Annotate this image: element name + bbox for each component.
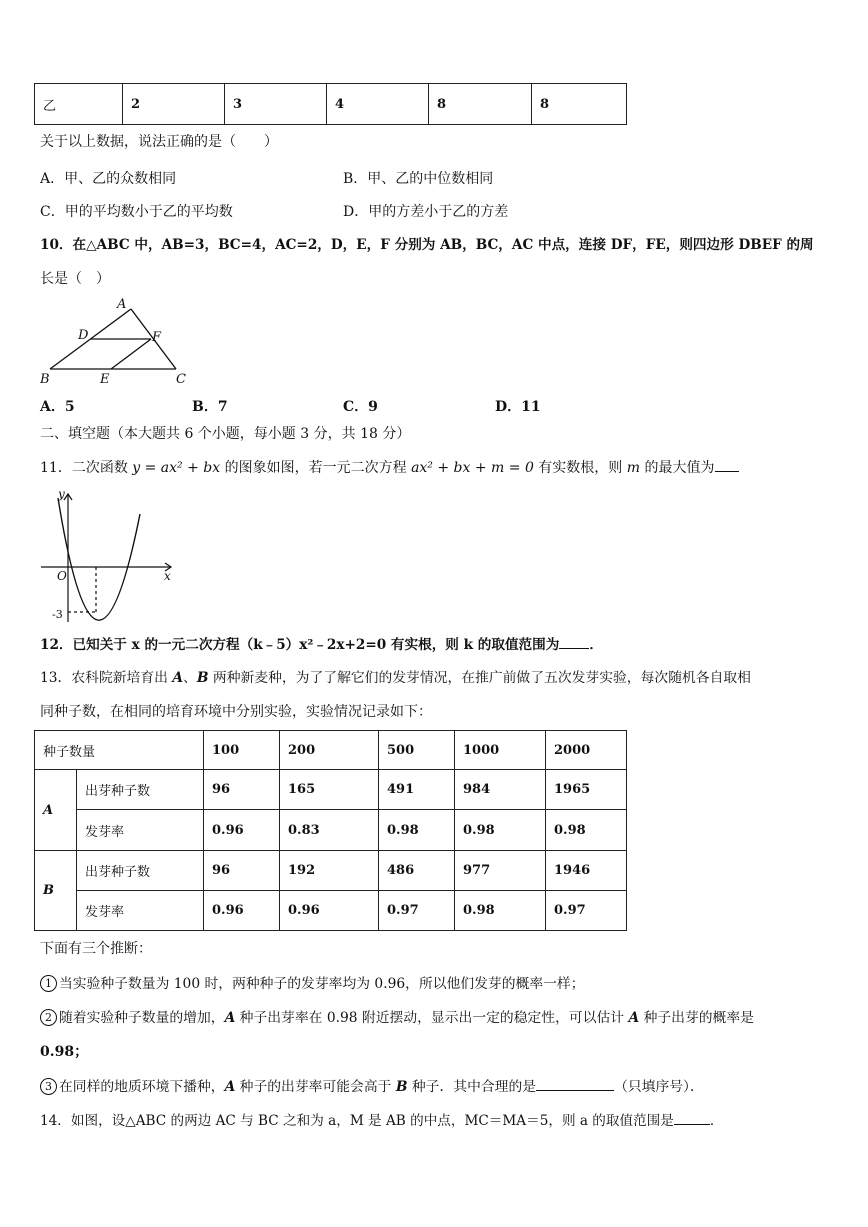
y-axis-label: y [58,487,65,501]
inference-text: 种子出芽的概率是 [639,1010,754,1026]
q11-text-4: 的最大值为 [640,460,715,476]
label-b: B [40,372,50,387]
germination-table [34,730,627,931]
inference-text: （只填序号）． [614,1079,704,1095]
table-cell: 0.96 [280,891,379,931]
table-row [35,851,627,891]
q11-parabola-graph [36,484,186,626]
table-cell: 3 [225,84,327,125]
q13-var-b: B [196,670,209,686]
table-cell: 0.96 [204,810,280,851]
q14-text: 14．如图，设△ABC 的两边 AC 与 BC 之和为 a，M 是 AB 的中点，MC＝MA＝5，则 a 的取值范围是 [40,1113,674,1129]
table-cell: 200 [280,731,379,770]
table-row [35,770,627,810]
group-name-cell: A [35,770,77,851]
table-cell: 2 [123,84,225,125]
q11-variable-m: m [626,460,641,476]
table-cell: 乙 [35,84,123,125]
table-cell: 0.96 [204,891,280,931]
q9-option-a: A．甲、乙的众数相同 [40,171,177,187]
inference-text: 种子出芽率在 0.98 附近摆动，显示出一定的稳定性，可以估计 [235,1010,629,1026]
table-cell: 96 [204,851,280,891]
label-e: E [100,372,110,387]
table-row [35,84,627,125]
table-cell: 977 [455,851,546,891]
table-row [35,731,627,770]
table-cell: 1965 [546,770,627,810]
table-cell: 1946 [546,851,627,891]
q12-stem [40,634,603,655]
q13-var-a: A [172,670,184,686]
q10-option-c: C．9 [343,399,378,415]
table-cell: 0.98 [455,810,546,851]
var-b: B [395,1079,408,1095]
inference-2-line2: 0.98； [40,1044,89,1060]
table-cell: 0.98 [546,810,627,851]
table-cell: 100 [204,731,280,770]
var-a: A [628,1010,640,1026]
q14-stem [40,1110,723,1131]
table-cell: 500 [379,731,455,770]
row-label-cell: 发芽率 [77,810,204,851]
table-cell: 0.98 [455,891,546,931]
x-axis-label: x [164,569,171,583]
inference-text: 随着实验种子数量的增加， [59,1010,225,1026]
answer-blank [674,1110,710,1125]
q11-text-2: 的图象如图，若一元二次方程 [220,460,412,476]
var-a: A [224,1010,236,1026]
table-cell: 0.83 [280,810,379,851]
var-a: A [224,1079,236,1095]
inference-2 [40,1008,754,1028]
label-a: A [117,297,127,312]
answer-blank [715,457,739,472]
q9-option-c: C．甲的平均数小于乙的平均数 [40,204,233,220]
q14-end: ． [709,1113,724,1129]
origin-label: O [57,569,67,583]
q11-equation-2: ax² + bx + m = 0 [411,460,534,476]
q10-triangle-figure [36,296,196,388]
q13-stem-line1 [40,668,751,688]
inference-1 [40,974,585,994]
q11-text-3: 有实数根，则 [533,460,627,476]
q10-stem-line2: 长是（ ） [40,271,110,287]
table-cell: 1000 [455,731,546,770]
q11-equation-1: y = ax² + bx [132,460,221,476]
inference-text: 当实验种子数量为 100 时，两种种子的发芽率均为 0.96，所以他们发芽的概率一样； [59,976,585,992]
table-cell: 8 [532,84,627,125]
table-cell: 0.97 [379,891,455,931]
top-data-table [34,83,627,125]
answer-blank [559,634,589,649]
circled-number: 3 [40,1078,57,1095]
table-cell: 4 [327,84,429,125]
q10-stem-line1: 10．在△ABC 中，AB=3，BC=4，AC=2，D，E，F 分别为 AB，BC，AC 中点，连接 DF，FE，则四边形 DBEF 的周 [40,237,814,253]
row-label-cell: 出芽种子数 [77,770,204,810]
q13-text-1: 13．农科院新培育出 [40,670,173,686]
answer-blank [536,1076,614,1091]
row-label-cell: 发芽率 [77,891,204,931]
label-d: D [78,328,89,343]
q13-text-2: 、 [183,670,197,686]
min-value-label: -3 [52,608,63,621]
inference-text: 种子的出芽率可能会高于 [235,1079,396,1095]
q10-option-d: D．11 [495,399,541,415]
table-cell: 0.98 [379,810,455,851]
q12-text: 12．已知关于 x 的一元二次方程（k﹣5）x²﹣2x+2=0 有实根，则 k 的取值范围为 [40,637,560,653]
label-c: C [176,372,186,387]
q12-end: ． [589,637,603,653]
table-cell: 192 [280,851,379,891]
q13-text-3: 两种新麦种，为了了解它们的发芽情况，在推广前做了五次发芽实验，每次随机各自取相 [208,670,751,686]
label-f: F [152,330,162,345]
inference-3 [40,1076,704,1097]
table-cell: 0.97 [546,891,627,931]
q9-option-b: B．甲、乙的中位数相同 [343,171,494,187]
q11-stem [40,457,739,478]
inference-text: 种子．其中合理的是 [407,1079,537,1095]
table-cell: 491 [379,770,455,810]
q10-option-b: B．7 [192,399,228,415]
table-cell: 165 [280,770,379,810]
table-cell: 8 [429,84,532,125]
q13-stem-line2: 同种子数，在相同的培育环境中分别实验，实验情况记录如下： [40,704,432,720]
table-cell: 2000 [546,731,627,770]
circled-number: 1 [40,975,57,992]
inference-text: 在同样的地质环境下播种， [59,1079,225,1095]
table-row [35,891,627,931]
header-label-cell: 种子数量 [35,731,204,770]
q11-text-1: 11．二次函数 [40,460,133,476]
q9-stem: 关于以上数据，说法正确的是（ ） [40,134,278,150]
inference-title: 下面有三个推断： [40,941,152,957]
table-cell: 984 [455,770,546,810]
q9-option-d: D．甲的方差小于乙的方差 [343,204,509,220]
section-title: 二、填空题（本大题共 6 个小题，每小题 3 分，共 18 分） [40,426,411,442]
table-row [35,810,627,851]
row-label-cell: 出芽种子数 [77,851,204,891]
group-name-cell: B [35,851,77,931]
q10-option-a: A．5 [40,399,75,415]
circled-number: 2 [40,1009,57,1026]
table-cell: 486 [379,851,455,891]
table-cell: 96 [204,770,280,810]
